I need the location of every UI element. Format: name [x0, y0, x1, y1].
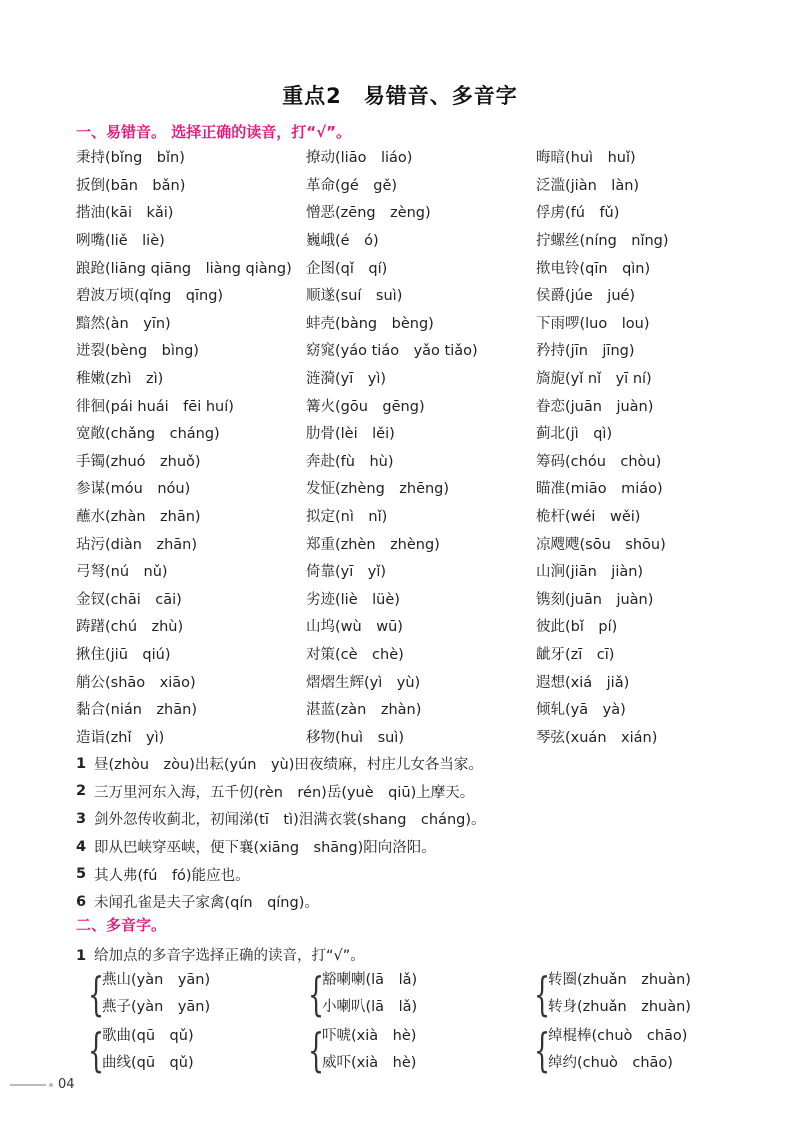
sentence-text: 剑外忽传收蓟北，初闻涕(tī tì)泪满衣裳(shang cháng)。: [94, 812, 486, 829]
pronunciation-item: 参谋(móu nóu): [76, 481, 191, 498]
grid-row: [76, 502, 716, 530]
polyphonic-item: 豁喇喇(lā lǎ): [322, 972, 418, 988]
pronunciation-item: 山坞(wù wū): [306, 619, 403, 636]
footer-rule: [10, 1084, 46, 1086]
pronunciation-item: 篝火(gōu gēng): [306, 398, 425, 415]
grid-row: [76, 198, 716, 226]
pronunciation-item: 瞄准(miāo miáo): [536, 481, 663, 498]
grid-row: [76, 171, 716, 199]
polyphonic-item: 转圈(zhuǎn zhuàn): [548, 972, 691, 988]
sentence-item: [76, 750, 756, 778]
pronunciation-item: 玷污(diàn zhān): [76, 536, 197, 553]
pronunciation-item: 蘸水(zhàn zhān): [76, 509, 201, 526]
sentence-number: 1: [76, 755, 87, 772]
pronunciation-item: 筹码(chóu chòu): [536, 453, 662, 470]
brace-icon: {: [88, 1023, 105, 1077]
pronunciation-item: 对策(cè chè): [306, 646, 404, 663]
sentence-item: [76, 888, 756, 916]
pronunciation-item: 造诣(zhǐ yì): [76, 729, 165, 746]
pronunciation-item: 侯爵(júe jué): [536, 288, 636, 305]
grid-row: [76, 281, 716, 309]
pronunciation-item: 湛蓝(zàn zhàn): [306, 702, 422, 719]
grid-row: [76, 585, 716, 613]
instruction-text: 给加点的多音字选择正确的读音，打“√”。: [94, 948, 365, 964]
grid-row: [76, 557, 716, 585]
pronunciation-item: 遐想(xiá jiǎ): [536, 674, 630, 691]
pronunciation-item: 彼此(bǐ pí): [536, 619, 618, 636]
brace-icon: {: [88, 967, 105, 1021]
pronunciation-item: 旖旎(yǐ nǐ yī ní): [536, 371, 652, 388]
sentence-text: 三万里河东入海，五千仞(rèn rén)岳(yuè qiū)上摩天。: [94, 784, 475, 801]
polyphonic-item: 威吓(xià hè): [322, 1055, 417, 1071]
pronunciation-item: 揩油(kāi kǎi): [76, 205, 174, 222]
grid-row: [76, 695, 716, 723]
sentence-item: [76, 805, 756, 833]
polyphonic-item: 曲线(qū qǔ): [102, 1055, 194, 1071]
pronunciation-item: 撩动(liāo liáo): [306, 150, 413, 167]
pronunciation-item: 咧嘴(liě liè): [76, 233, 165, 250]
pronunciation-item: 桅杆(wéi wěi): [536, 509, 641, 526]
pronunciation-item: 巍峨(é ó): [306, 233, 379, 250]
pronunciation-item: 凉飕飕(sōu shōu): [536, 536, 666, 553]
polyphonic-item: 歌曲(qū qǔ): [102, 1028, 194, 1044]
sentence-number: 4: [76, 838, 87, 855]
pronunciation-item: 涟漪(yī yì): [306, 371, 387, 388]
pronunciation-item: 奔赴(fù hù): [306, 453, 394, 470]
pronunciation-item: 揿电铃(qīn qìn): [536, 260, 651, 277]
pronunciation-item: 蚌壳(bàng bèng): [306, 315, 434, 332]
pronunciation-item: 踉跄(liāng qiāng liàng qiàng): [76, 260, 292, 277]
brace-icon: {: [534, 1023, 551, 1077]
pronunciation-item: 黏合(nián zhān): [76, 702, 197, 719]
pronunciation-item: 晦暗(huì huǐ): [536, 150, 636, 167]
sentence-text: 即从巴峡穿巫峡，便下襄(xiāng shāng)阳向洛阳。: [94, 840, 436, 857]
pronunciation-item: 山涧(jiān jiàn): [536, 564, 644, 581]
pronunciation-item: 镌刻(juān juàn): [536, 591, 654, 608]
sentence-item: [76, 860, 756, 888]
pronunciation-item: 肋骨(lèi lěi): [306, 426, 395, 443]
instruction-number: 1: [76, 948, 87, 964]
grid-row: [76, 226, 716, 254]
page-number: 04: [58, 1077, 75, 1092]
grid-row: [76, 529, 716, 557]
pronunciation-item: 下雨啰(luo lou): [536, 315, 650, 332]
pronunciation-item: 黯然(àn yīn): [76, 315, 171, 332]
pronunciation-item: 踌躇(chú zhù): [76, 619, 184, 636]
pronunciation-item: 矜持(jīn jīng): [536, 343, 635, 360]
footer-dot: [49, 1083, 53, 1087]
grid-row: [76, 253, 716, 281]
pronunciation-item: 拧螺丝(níng nǐng): [536, 233, 669, 250]
pronunciation-item: 窈窕(yáo tiáo yǎo tiǎo): [306, 343, 478, 360]
sentence-text: 未闻孔雀是夫子家禽(qín qíng)。: [94, 895, 319, 912]
pronunciation-grid: [76, 143, 716, 750]
pronunciation-item: 手镯(zhuó zhuǒ): [76, 453, 201, 470]
brace-icon: {: [534, 967, 551, 1021]
section-heading-polyphonic: 二、多音字。: [76, 916, 167, 934]
grid-row: [76, 640, 716, 668]
pronunciation-item: 革命(gé gě): [306, 177, 398, 194]
pronunciation-item: 扳倒(bān bǎn): [76, 177, 186, 194]
grid-row: [76, 143, 716, 171]
pronunciation-item: 倾轧(yā yà): [536, 702, 626, 719]
pronunciation-item: 宽敞(chǎng cháng): [76, 426, 220, 443]
pronunciation-item: 郑重(zhèn zhèng): [306, 536, 440, 553]
pronunciation-item: 金钗(chāi cāi): [76, 591, 182, 608]
pronunciation-item: 秉持(bǐng bǐn): [76, 150, 185, 167]
sentence-text: 昼(zhòu zòu)出耘(yún yù)田夜绩麻，村庄儿女各当家。: [94, 757, 483, 774]
brace-icon: {: [308, 967, 325, 1021]
grid-row: [76, 667, 716, 695]
polyphonic-item: 小喇叭(lā lǎ): [322, 999, 418, 1015]
sentence-text: 其人弗(fú fó)能应也。: [94, 867, 250, 884]
sentence-number: 5: [76, 866, 87, 883]
sentence-item: [76, 778, 756, 806]
pronunciation-item: 徘徊(pái huái fēi huí): [76, 398, 234, 415]
pronunciation-item: 眷恋(juān juàn): [536, 398, 654, 415]
pronunciation-item: 熠熠生辉(yì yù): [306, 674, 421, 691]
pronunciation-item: 迸裂(bèng bìng): [76, 343, 199, 360]
pronunciation-item: 憎恶(zēng zèng): [306, 205, 431, 222]
pronunciation-item: 蓟北(jì qì): [536, 426, 613, 443]
sentence-number: 6: [76, 893, 87, 910]
poem-sentences: [76, 750, 756, 916]
grid-row: [76, 722, 716, 750]
grid-row: [76, 612, 716, 640]
pronunciation-item: 企图(qǐ qí): [306, 260, 388, 277]
grid-row: [76, 336, 716, 364]
pronunciation-item: 劣迹(liè lüè): [306, 591, 400, 608]
brace-icon: {: [308, 1023, 325, 1077]
polyphonic-item: 燕子(yàn yān): [102, 999, 211, 1015]
section-heading-easy-mistakes: 一、易错音。 选择正确的读音，打“√”。: [76, 123, 351, 141]
grid-row: [76, 309, 716, 337]
polyphonic-item: 吓唬(xià hè): [322, 1028, 417, 1044]
pronunciation-item: 琴弦(xuán xián): [536, 729, 658, 746]
sentence-item: [76, 833, 756, 861]
pronunciation-item: 倚靠(yī yǐ): [306, 564, 387, 581]
polyphonic-item: 燕山(yàn yān): [102, 972, 211, 988]
polyphonic-item: 转身(zhuǎn zhuàn): [548, 999, 691, 1015]
pronunciation-item: 弓弩(nú nǔ): [76, 564, 168, 581]
page-title: 重点2 易错音、多音字: [282, 84, 518, 108]
pronunciation-item: 稚嫩(zhì zì): [76, 371, 164, 388]
grid-row: [76, 447, 716, 475]
pronunciation-item: 艄公(shāo xiāo): [76, 674, 196, 691]
pronunciation-item: 发怔(zhèng zhēng): [306, 481, 450, 498]
instruction: [76, 944, 365, 965]
polyphonic-item: 绰棍棒(chuò chāo): [548, 1028, 688, 1044]
pronunciation-item: 俘虏(fú fǔ): [536, 205, 620, 222]
sentence-number: 3: [76, 810, 87, 827]
pronunciation-item: 泛滥(jiàn làn): [536, 177, 640, 194]
pronunciation-item: 拟定(nì nǐ): [306, 509, 388, 526]
grid-row: [76, 391, 716, 419]
grid-row: [76, 364, 716, 392]
pronunciation-item: 碧波万顷(qǐng qīng): [76, 288, 224, 305]
grid-row: [76, 419, 716, 447]
pronunciation-item: 移物(huì suì): [306, 729, 404, 746]
pronunciation-item: 龇牙(zī cī): [536, 646, 615, 663]
polyphonic-item: 绰约(chuò chāo): [548, 1055, 673, 1071]
pronunciation-item: 揪住(jiū qiú): [76, 646, 171, 663]
pronunciation-item: 顺遂(suí suì): [306, 288, 403, 305]
sentence-number: 2: [76, 783, 87, 800]
grid-row: [76, 474, 716, 502]
